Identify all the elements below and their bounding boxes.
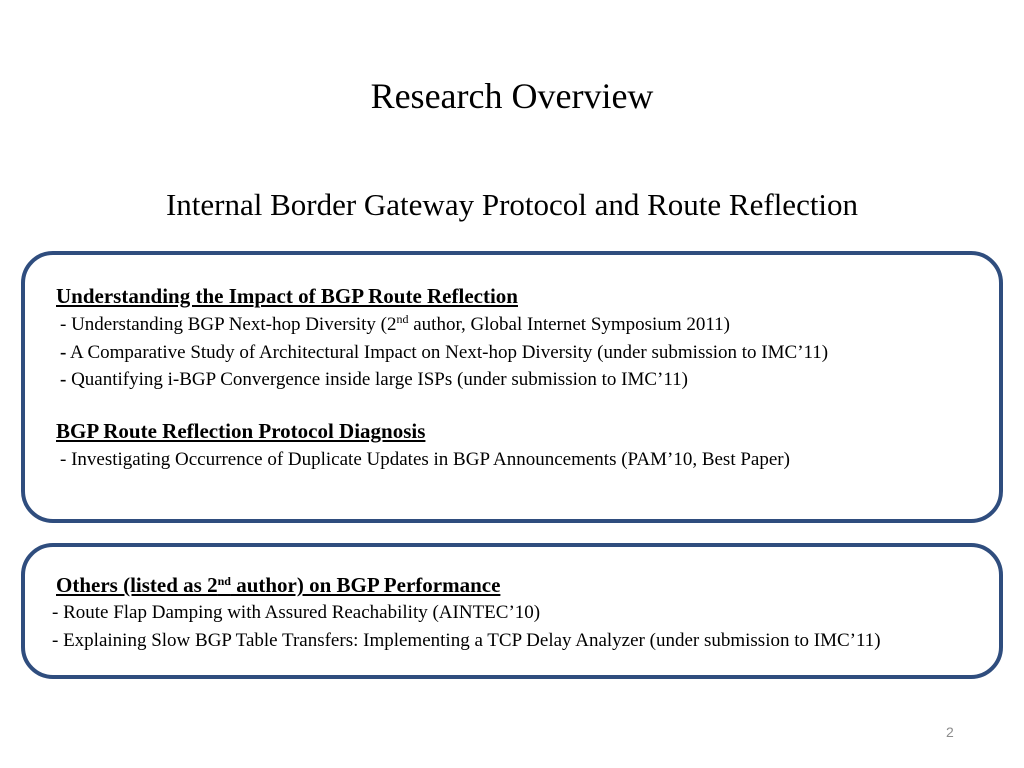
others-item-2: - Explaining Slow BGP Table Transfers: Implementing a TCP Delay Analyzer (under submission to IMC’11) <box>52 630 881 651</box>
page-number: 2 <box>946 724 954 740</box>
impact-item-3-dash: - <box>60 369 67 390</box>
impact-item-1-prefix: - Understanding BGP Next-hop Diversity (2 <box>60 314 397 335</box>
impact-item-1-suffix: author, Global Internet Symposium 2011) <box>408 314 730 335</box>
diagnosis-section-heading: BGP Route Reflection Protocol Diagnosis <box>56 419 426 443</box>
impact-item-3-text: Quantifying i-BGP Convergence inside large ISPs (under submission to IMC’11) <box>66 369 688 390</box>
others-heading-prefix: Others (listed as 2 <box>56 573 218 597</box>
diagnosis-item-1: - Investigating Occurrence of Duplicate Updates in BGP Announcements (PAM’10, Best Paper) <box>60 449 790 470</box>
impact-item-3 <box>60 368 688 392</box>
impact-item-2-text: A Comparative Study of Architectural Impact on Next-hop Diversity (under submission to IMC’11) <box>66 342 829 363</box>
others-heading-suffix: author) on BGP Performance <box>230 573 501 597</box>
impact-section-heading: Understanding the Impact of BGP Route Reflection <box>56 284 518 308</box>
impact-item-2 <box>60 341 828 365</box>
others-item-1: - Route Flap Damping with Assured Reachability (AINTEC’10) <box>52 602 541 623</box>
others-section-heading <box>56 572 500 598</box>
impact-item-1-sup: nd <box>396 312 409 326</box>
slide-subtitle: Internal Border Gateway Protocol and Route Reflection <box>165 187 859 222</box>
impact-item-1 <box>60 313 730 337</box>
others-heading-sup: nd <box>217 574 231 588</box>
slide-title: Research Overview <box>370 76 654 116</box>
impact-item-2-dash: - <box>60 342 67 363</box>
